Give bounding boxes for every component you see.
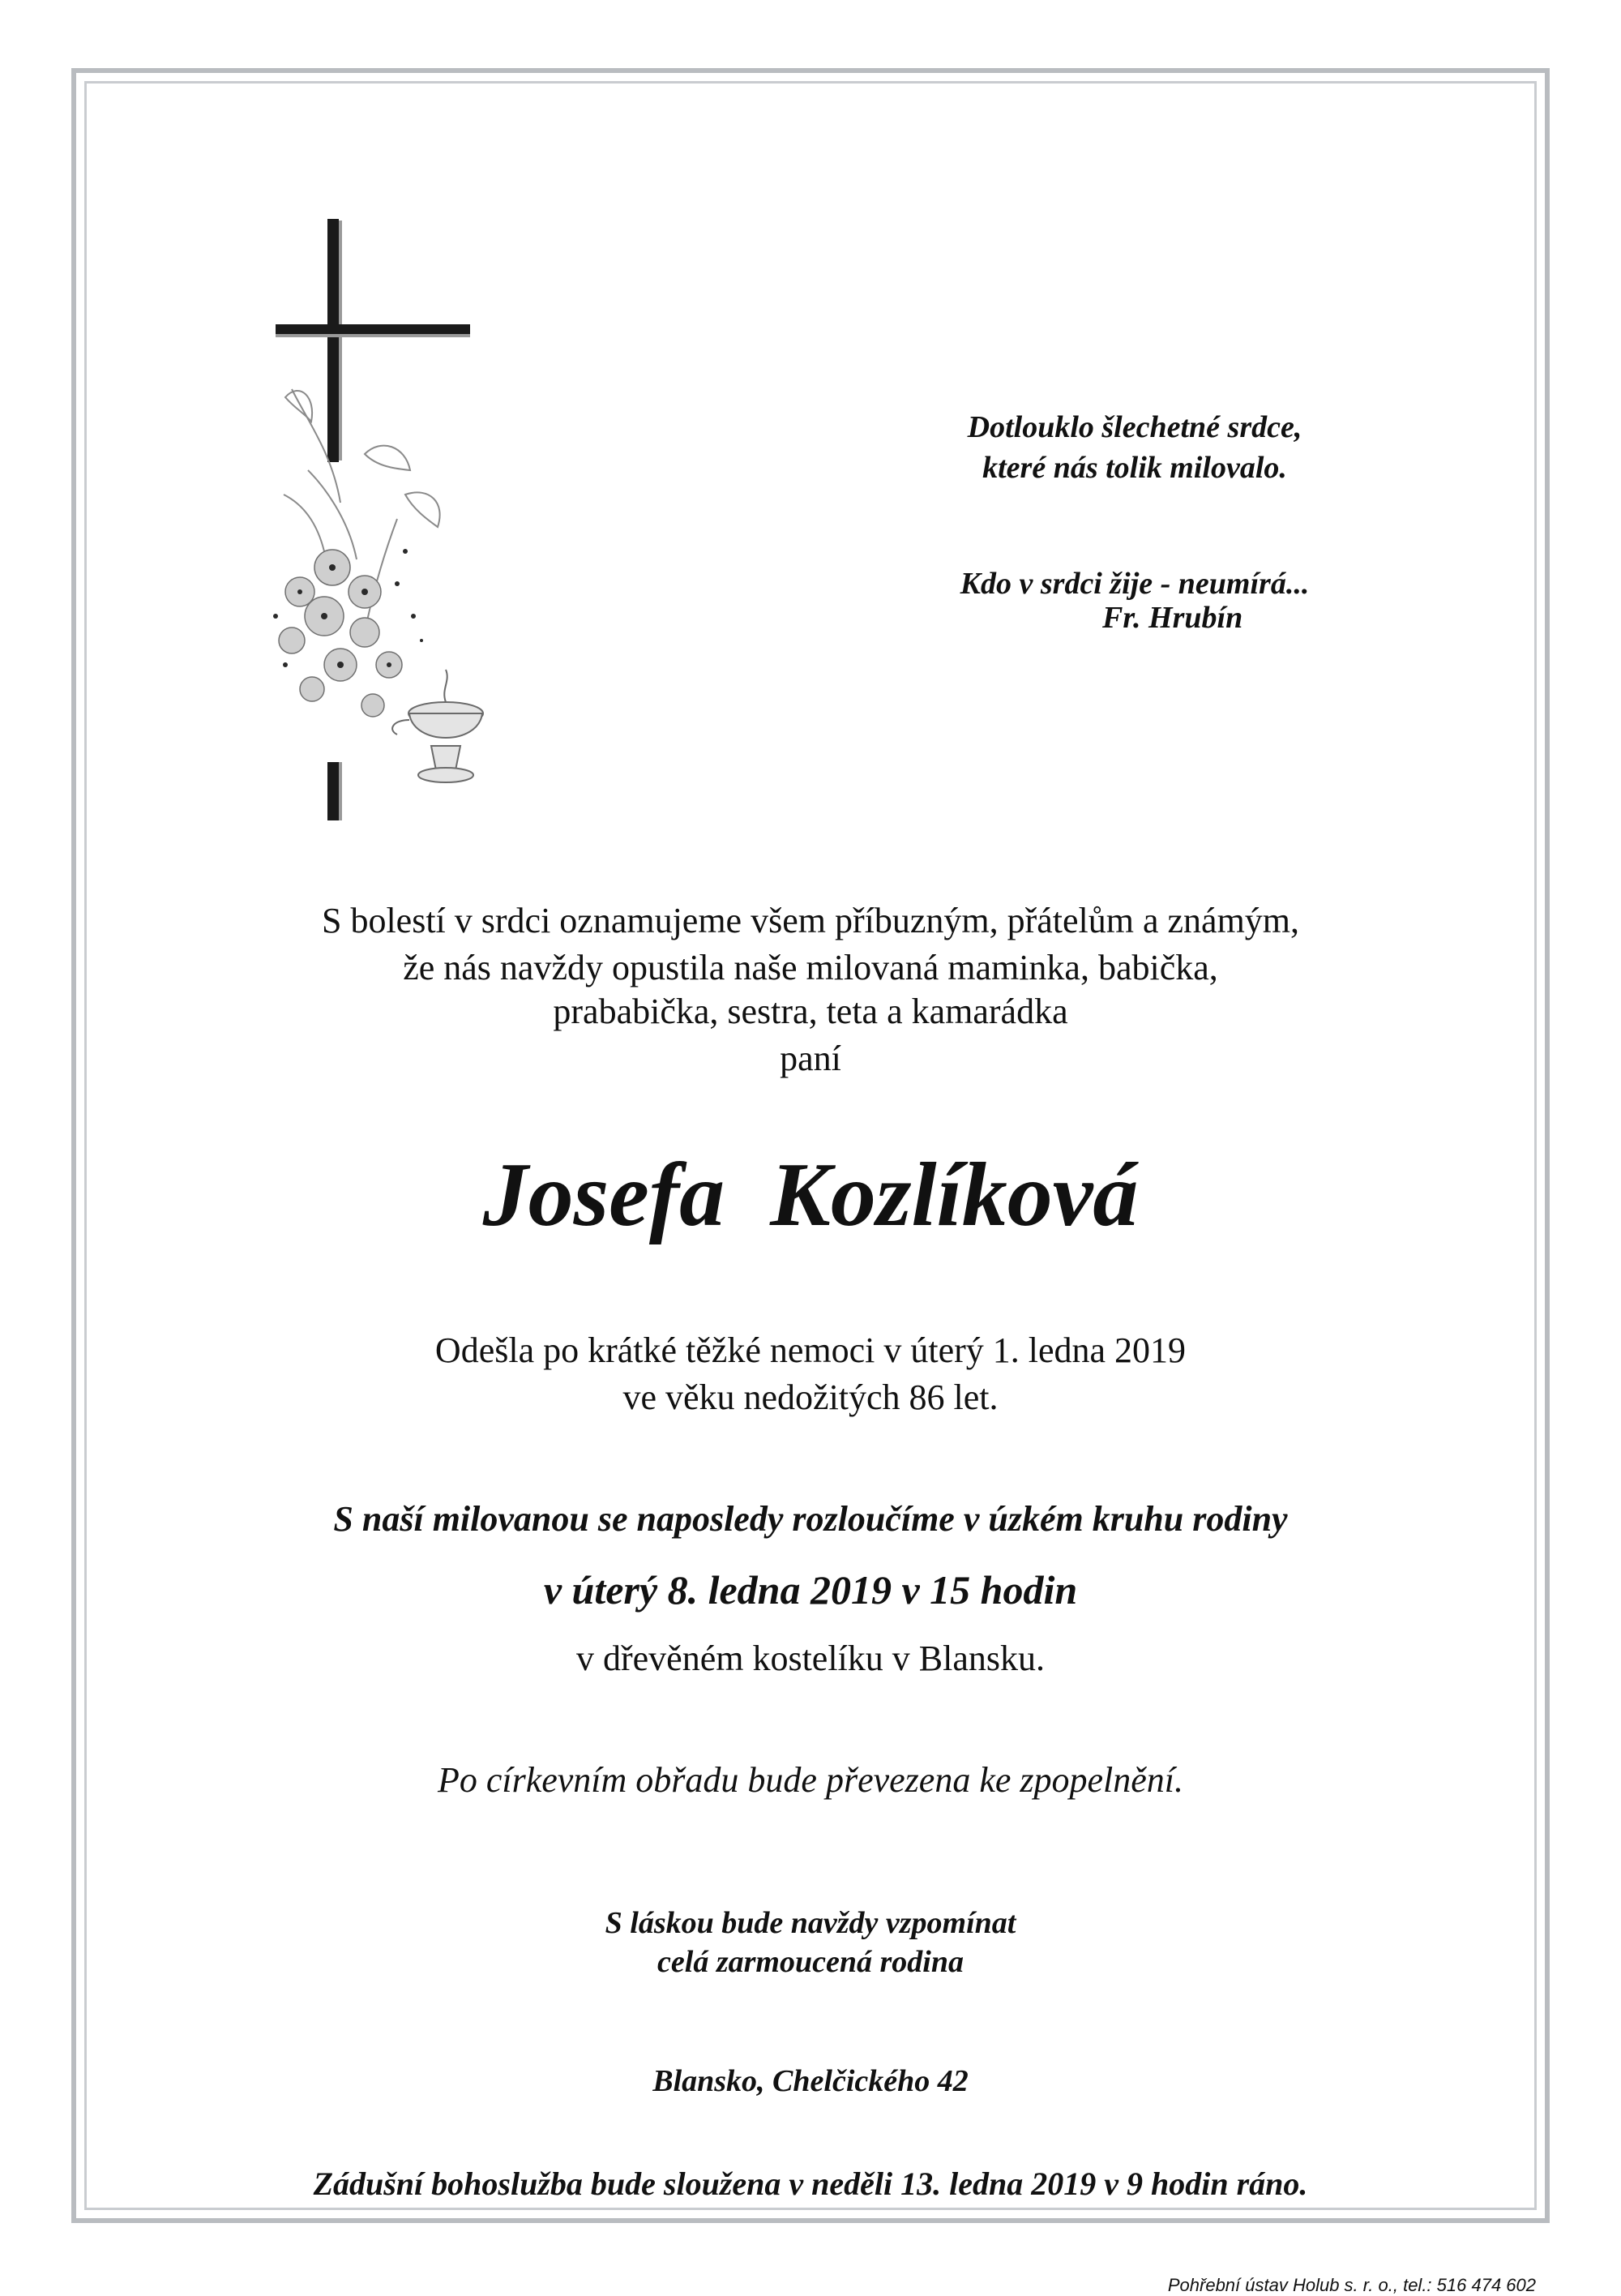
deceased-name: Josefa Kozlíková [482,1145,1139,1245]
death-line-2: ve věku nedožitých 86 let. [622,1377,999,1417]
address: Blansko, Chelčického 42 [652,2064,969,2098]
announcement-line-1: S bolestí v srdci oznamujeme všem příbuzným, přátelům a známým, [321,901,1300,940]
flower-bouquet-icon [279,550,402,717]
family-line-1: S láskou bude navždy vzpomínat [605,1906,1016,1940]
mass-note: Zádušní bohoslužba bude sloužena v neděli 13. ledna 2019 v 9 hodin ráno. [313,2165,1308,2202]
cross-with-flowers-illustration [243,211,519,835]
farewell-place: v dřevěném kostelíku v Blansku. [575,1638,1045,1678]
family-line-2: celá zarmoucená rodina [657,1945,964,1979]
farewell-date: v úterý 8. ledna 2019 v 15 hodin [543,1567,1078,1613]
oil-lamp-icon [392,670,483,782]
quote-line-1: Dotlouklo šlechetné srdce, [967,410,1302,444]
announcement-line-3: prababička, sestra, teta a kamarádka [553,992,1068,1031]
quote-author: Fr. Hrubín [1102,601,1243,635]
quote-line-3: Kdo v srdci žije - neumírá... [960,567,1310,601]
funeral-home-credit: Pohřební ústav Holub s. r. o., tel.: 516 474 602 [1167,2275,1536,2295]
death-line-1: Odešla po krátké těžké nemoci v úterý 1. ledna 2019 [434,1330,1187,1370]
farewell-line-1: S naší milovanou se naposledy rozloučíme v úzkém kruhu rodiny [333,1499,1288,1539]
announcement-line-2: že nás navždy opustila naše milovaná maminka, babička, [403,948,1218,987]
announcement-line-4: paní [780,1039,841,1078]
cremation-note: Po církevním obřadu bude převezena ke zpopelnění. [437,1760,1184,1800]
quote-line-2: které nás tolik milovalo. [982,451,1287,485]
